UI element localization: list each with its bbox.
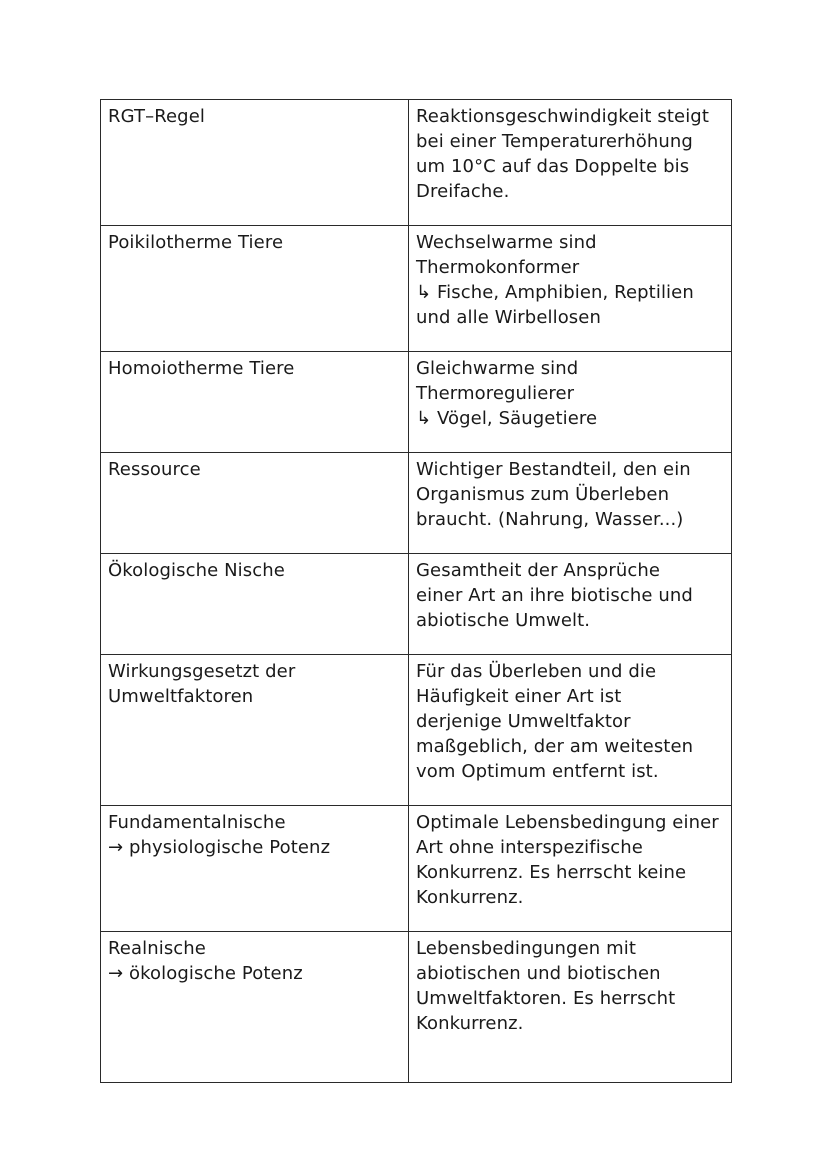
term-cell: Fundamentalnische → physiologische Potenz bbox=[101, 806, 409, 932]
term-cell: Poikilotherme Tiere bbox=[101, 226, 409, 352]
table-row bbox=[101, 100, 732, 226]
term-cell: RGT–Regel bbox=[101, 100, 409, 226]
table-row bbox=[101, 352, 732, 453]
definition-cell: Optimale Lebensbedingung einer Art ohne interspezifische Konkurrenz. Es herrscht keine Konkurrenz. bbox=[409, 806, 732, 932]
term-cell: Ökologische Nische bbox=[101, 554, 409, 655]
table-row bbox=[101, 806, 732, 932]
table-row bbox=[101, 554, 732, 655]
table-row bbox=[101, 453, 732, 554]
term-cell: Ressource bbox=[101, 453, 409, 554]
table-row bbox=[101, 655, 732, 806]
term-cell: Homoiotherme Tiere bbox=[101, 352, 409, 453]
definition-cell: Wechselwarme sind Thermokonformer ↳ Fische, Amphibien, Reptilien und alle Wirbellosen bbox=[409, 226, 732, 352]
definition-cell: Gesamtheit der Ansprüche einer Art an ihre biotische und abiotische Umwelt. bbox=[409, 554, 732, 655]
definition-cell: Lebensbedingungen mit abiotischen und biotischen Umweltfaktoren. Es herrscht Konkurrenz. bbox=[409, 932, 732, 1083]
glossary-table bbox=[100, 99, 732, 1083]
table-row bbox=[101, 226, 732, 352]
definition-cell: Gleichwarme sind Thermoregulierer ↳ Vögel, Säugetiere bbox=[409, 352, 732, 453]
term-cell: Realnische → ökologische Potenz bbox=[101, 932, 409, 1083]
definition-cell: Reaktionsgeschwindigkeit steigt bei einer Temperaturerhöhung um 10°C auf das Doppelte bis Dreifache. bbox=[409, 100, 732, 226]
definition-cell: Wichtiger Bestandteil, den ein Organismus zum Überleben braucht. (Nahrung, Wasser...) bbox=[409, 453, 732, 554]
table-row bbox=[101, 932, 732, 1083]
term-cell: Wirkungsgesetzt der Umweltfaktoren bbox=[101, 655, 409, 806]
definition-cell: Für das Überleben und die Häufigkeit einer Art ist derjenige Umweltfaktor maßgeblich, der am weitesten vom Optimum entfernt ist. bbox=[409, 655, 732, 806]
